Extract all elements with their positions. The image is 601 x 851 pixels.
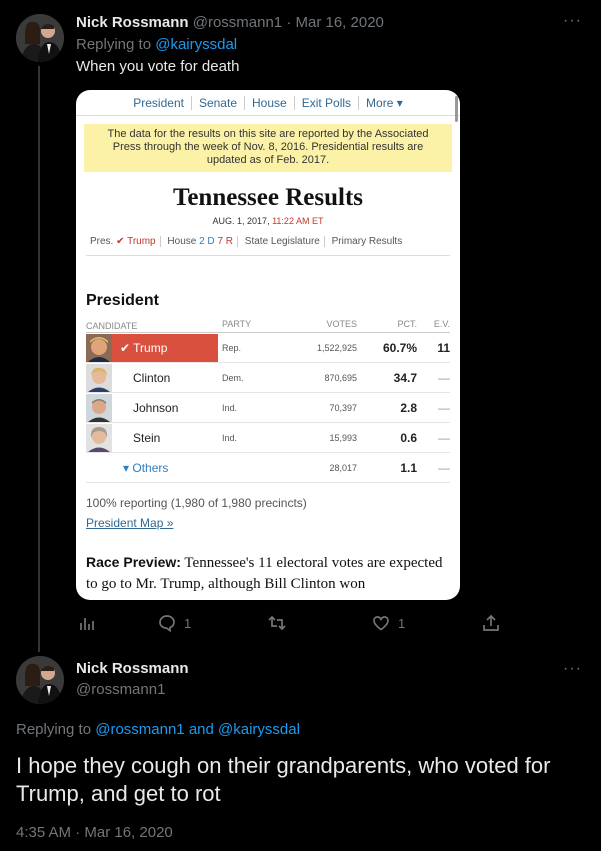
replying-label: Replying to: [76, 36, 152, 53]
pct-cell: 34.7: [393, 370, 417, 385]
party-cell: Dem.: [222, 372, 244, 383]
race-preview-text: Tennessee's 11 electoral votes are expected to go to Mr. Trump, although Bill Clinton won: [86, 555, 443, 592]
reply-button[interactable]: [158, 614, 191, 632]
thread-line: [38, 66, 40, 652]
attached-image[interactable]: [76, 90, 460, 600]
like-button[interactable]: [372, 614, 405, 632]
avatar[interactable]: [16, 656, 64, 704]
col-votes: VOTES: [326, 319, 357, 329]
retweet-button[interactable]: [268, 614, 294, 632]
subnav-house-d: 2 D: [199, 236, 215, 247]
like-count: 1: [398, 615, 406, 631]
votes-cell: 870,695: [324, 372, 357, 383]
tweet-timestamp[interactable]: 4:35 AM · Mar 16, 2020: [16, 824, 173, 841]
more-options-icon[interactable]: ···: [563, 12, 582, 29]
party-cell: Ind.: [222, 432, 238, 443]
col-party: PARTY: [222, 319, 252, 329]
time-text: 11:22 AM ET: [272, 216, 324, 226]
subnav-pres: [86, 236, 161, 247]
tweet-text: I hope they cough on their grandparents, who voted for Trump, and get to rot: [16, 753, 551, 806]
party-cell: Ind.: [222, 402, 238, 413]
mention-link[interactable]: @kairyssdal: [155, 36, 238, 53]
subnav-state: State Legislature: [241, 236, 325, 247]
race-preview: [86, 552, 454, 595]
replying-to: [16, 721, 300, 738]
candidate-name: ✔ Trump: [120, 340, 168, 355]
trump-portrait-icon: [86, 334, 112, 362]
analytics-button[interactable]: [78, 614, 96, 632]
avatar[interactable]: [16, 14, 64, 62]
share-button[interactable]: [482, 614, 500, 632]
candidate-name: Stein: [133, 430, 161, 445]
votes-cell: 15,993: [329, 432, 357, 443]
nav-president: President: [126, 96, 192, 110]
mention-link[interactable]: @kairyssdal: [218, 721, 300, 738]
ev-cell: —: [438, 370, 450, 385]
subnav-house: [163, 236, 238, 247]
candidate-name: Johnson: [133, 400, 179, 415]
race-preview-label: Race Preview:: [86, 554, 181, 570]
col-ev: E.V.: [433, 319, 450, 329]
candidate-cell: [86, 363, 222, 392]
table-header: [86, 319, 450, 333]
col-candidate: CANDIDATE: [86, 320, 138, 331]
more-options-icon[interactable]: ···: [563, 660, 582, 677]
table-row: [86, 333, 450, 363]
nav-house: House: [245, 96, 295, 110]
table-row: [86, 423, 450, 453]
votes-cell: 28,017: [329, 462, 357, 473]
candidate-photo: [86, 424, 112, 452]
data-notice: The data for the results on this site are reported by the Associated Press through the week of Nov. 8, 2016. Presidential results are updated as of Feb. 2017.: [84, 124, 452, 172]
ev-cell: 11: [437, 340, 450, 355]
pct-cell: 2.8: [400, 400, 417, 415]
pct-cell: 1.1: [400, 460, 417, 475]
reply-icon: [158, 614, 176, 632]
nav-senate: Senate: [192, 96, 245, 110]
retweet-icon: [268, 614, 286, 632]
reply-count: 1: [184, 615, 192, 631]
winner-highlight: [86, 334, 218, 362]
author-handle[interactable]: @rossmann1: [76, 681, 166, 698]
candidate-photo: [86, 394, 112, 422]
votes-cell: 70,397: [329, 402, 357, 413]
author-name[interactable]: Nick Rossmann: [76, 14, 189, 31]
avatar-photo-icon: [16, 14, 64, 62]
results-subnav: [86, 236, 450, 256]
avatar-photo-icon: [16, 656, 64, 704]
tweet-text: When you vote for death: [76, 58, 240, 75]
table-row: [86, 363, 450, 393]
results-nav: [76, 90, 460, 116]
johnson-portrait-icon: [86, 394, 112, 422]
scrollbar: [455, 96, 458, 122]
tweet-actions: [78, 614, 498, 634]
results-title: Tennessee Results: [172, 184, 364, 211]
author-handle[interactable]: @rossmann1: [192, 14, 283, 31]
subnav-primary: Primary Results: [331, 236, 403, 247]
pct-cell: 60.7%: [382, 340, 417, 355]
replying-to: [76, 36, 237, 53]
replying-label: Replying to: [16, 721, 92, 738]
party-cell: Rep.: [222, 342, 242, 353]
author-name[interactable]: Nick Rossmann: [76, 660, 189, 677]
table-row: [86, 453, 450, 483]
subnav-house-r: 7 R: [217, 236, 233, 247]
section-heading: President: [86, 292, 159, 309]
results-table: [86, 319, 450, 483]
ev-cell: —: [438, 400, 450, 415]
president-map-link[interactable]: President Map »: [86, 516, 174, 530]
tweet-header: [76, 14, 384, 31]
candidate-name: Clinton: [133, 370, 171, 385]
candidate-photo: [86, 334, 112, 362]
share-icon: [482, 614, 500, 632]
stein-portrait-icon: [86, 424, 112, 452]
results-date: [76, 216, 460, 226]
others-toggle[interactable]: ▾ Others: [123, 460, 169, 475]
ev-cell: —: [438, 460, 450, 475]
pct-cell: 0.6: [400, 430, 417, 445]
nav-more: More ▾: [366, 95, 403, 110]
votes-cell: 1,522,925: [316, 342, 357, 353]
tweet-date[interactable]: · Mar 16, 2020: [286, 14, 384, 31]
candidate-cell: [86, 393, 222, 422]
candidate-cell: [86, 453, 222, 482]
candidate-cell: [86, 333, 222, 362]
clinton-portrait-icon: [86, 364, 112, 392]
candidate-cell: [86, 423, 222, 452]
heart-icon: [372, 614, 390, 632]
mention-and: and: [188, 721, 214, 738]
subnav-pres-winner: ✔ Trump: [116, 236, 156, 247]
subnav-house-label: House: [167, 236, 197, 247]
nav-exit-polls: Exit Polls: [295, 96, 359, 110]
col-pct: PCT.: [397, 319, 417, 329]
mention-link[interactable]: @rossmann1: [95, 721, 185, 738]
ev-cell: —: [438, 430, 450, 445]
candidate-photo: [86, 364, 112, 392]
date-text: AUG. 1, 2017,: [212, 216, 270, 226]
analytics-icon: [78, 614, 96, 632]
subnav-pres-label: Pres.: [90, 236, 114, 247]
reporting-status: 100% reporting (1,980 of 1,980 precincts): [86, 496, 307, 510]
table-row: [86, 393, 450, 423]
